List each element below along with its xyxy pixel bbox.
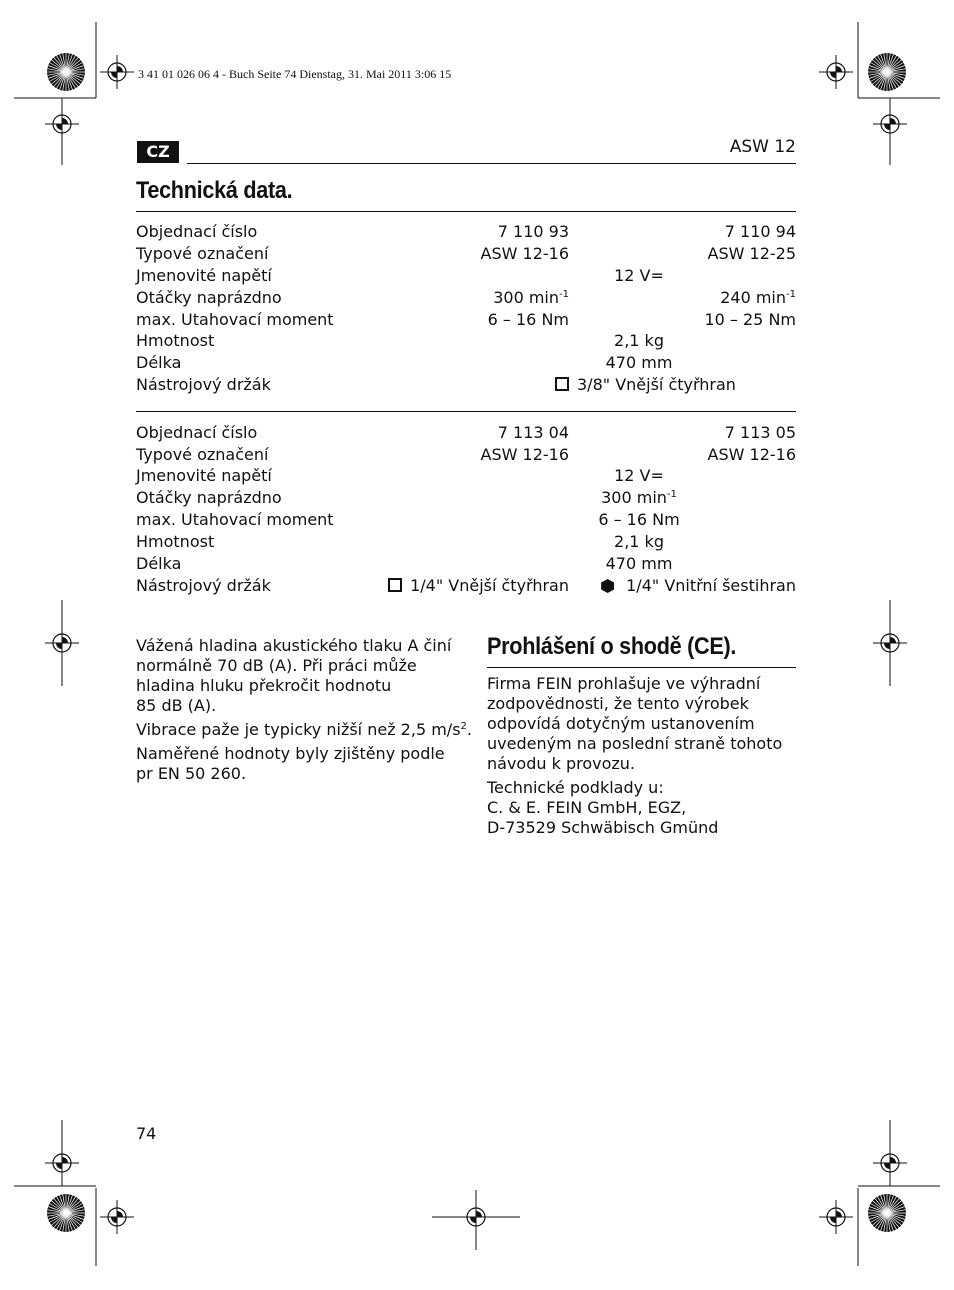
- section-title-technical: [136, 177, 310, 205]
- language-badge: CZ: [137, 141, 179, 163]
- label-torque: max. Utahovací moment: [136, 310, 334, 329]
- order-a: 7 110 93: [497, 222, 569, 241]
- label-order: Objednací číslo: [136, 222, 258, 241]
- order-b: 7 110 94: [724, 222, 796, 241]
- label-length: Délka: [136, 554, 182, 573]
- label-torque: max. Utahovací moment: [136, 510, 334, 529]
- starburst-mark-icon: [868, 1194, 906, 1232]
- weight-value: 2,1 kg: [614, 532, 664, 551]
- crosshair-icon: [819, 1200, 853, 1234]
- label-weight: Hmotnost: [136, 532, 215, 551]
- starburst-mark-icon: [47, 1194, 85, 1232]
- label-type: Typové označení: [136, 244, 269, 263]
- crosshair-icon: [100, 55, 134, 89]
- length-value: 470 mm: [605, 353, 673, 372]
- speed-a: 300 $\min^{-1}$: [493, 288, 569, 307]
- label-speed: Otáčky naprázdno: [136, 488, 282, 507]
- print-slug: 3 41 01 026 06 4 - Buch Seite 74 Dienstag, 31. Mai 2011 3:06 15: [138, 67, 452, 81]
- page-number: 74: [136, 1124, 157, 1143]
- starburst-mark-icon: [47, 53, 85, 91]
- voltage-value: 12 V=: [614, 466, 664, 485]
- technical-data-heading: Technická data.: [136, 177, 293, 204]
- noise-info: [136, 636, 472, 788]
- speed-b: 240 $\min^{-1}$: [720, 288, 796, 307]
- header-rule: [187, 163, 796, 164]
- label-order: Objednací číslo: [136, 423, 258, 442]
- square-drive-icon: [388, 578, 402, 592]
- model-header: ASW 12: [729, 137, 796, 157]
- torque-value: 6 – 16 Nm: [598, 510, 680, 529]
- weight-value: 2,1 kg: [614, 331, 664, 350]
- technical-docs-paragraph: Technické podklady u: C. & E. FEIN GmbH, EGZ, D-73529 Schwäbisch Gmünd: [487, 778, 719, 837]
- declaration-paragraph: Firma FEIN prohlašuje ve výhradní zodpovědnosti, že tento výrobek odpovídá dotyčným ustanovením uvedeným na poslední straně tohoto návodu k provozu.: [487, 674, 783, 773]
- holder-value: 3/8" Vnější čtyřhran: [555, 374, 736, 396]
- section-title-declaration: [487, 633, 764, 661]
- declaration-heading: Prohlášení o shodě (CE).: [487, 633, 737, 660]
- square-drive-icon: [555, 377, 569, 391]
- voltage-value: 12 V=: [614, 266, 664, 285]
- torque-a: 6 – 16 Nm: [487, 310, 569, 329]
- type-b: ASW 12-16: [707, 445, 796, 464]
- label-holder: Nástrojový držák: [136, 375, 271, 394]
- label-speed: Otáčky naprázdno: [136, 288, 282, 307]
- speed-value: 300 $\min^{-1}$: [601, 488, 677, 507]
- starburst-mark-icon: [868, 53, 906, 91]
- declaration-text: [487, 674, 782, 842]
- declaration-rule: [487, 667, 796, 668]
- holder-b: 1/4" Vnitřní šestihran: [601, 575, 796, 597]
- label-length: Délka: [136, 353, 182, 372]
- noise-paragraph: Vážená hladina akustického tlaku A činí normálně 70 dB (A). Při práci může hladina hluku překročit hodnotu 85 dB (A).: [136, 636, 452, 715]
- table-divider: [136, 411, 796, 412]
- length-value: 470 mm: [605, 554, 673, 573]
- type-a: ASW 12-16: [480, 244, 569, 263]
- torque-b: 10 – 25 Nm: [704, 310, 796, 329]
- order-a: 7 113 04: [497, 423, 569, 442]
- label-weight: Hmotnost: [136, 331, 215, 350]
- label-voltage: Jmenovité napětí: [136, 266, 272, 285]
- type-a: ASW 12-16: [480, 445, 569, 464]
- label-holder: Nástrojový držák: [136, 576, 271, 595]
- vibration-paragraph: Vibrace paže je typicky nižší než 2,5 $m/s^2$.: [136, 720, 472, 739]
- crosshair-icon: [100, 1200, 134, 1234]
- title-rule: [136, 211, 796, 212]
- measured-paragraph: Naměřené hodnoty byly zjištěny podle pr EN 50 260.: [136, 744, 445, 783]
- holder-a: 1/4" Vnější čtyřhran: [388, 575, 569, 597]
- crosshair-icon: [819, 55, 853, 89]
- label-type: Typové označení: [136, 445, 269, 464]
- type-b: ASW 12-25: [707, 244, 796, 263]
- order-b: 7 113 05: [724, 423, 796, 442]
- hexagon-socket-icon: [601, 579, 614, 593]
- label-voltage: Jmenovité napětí: [136, 466, 272, 485]
